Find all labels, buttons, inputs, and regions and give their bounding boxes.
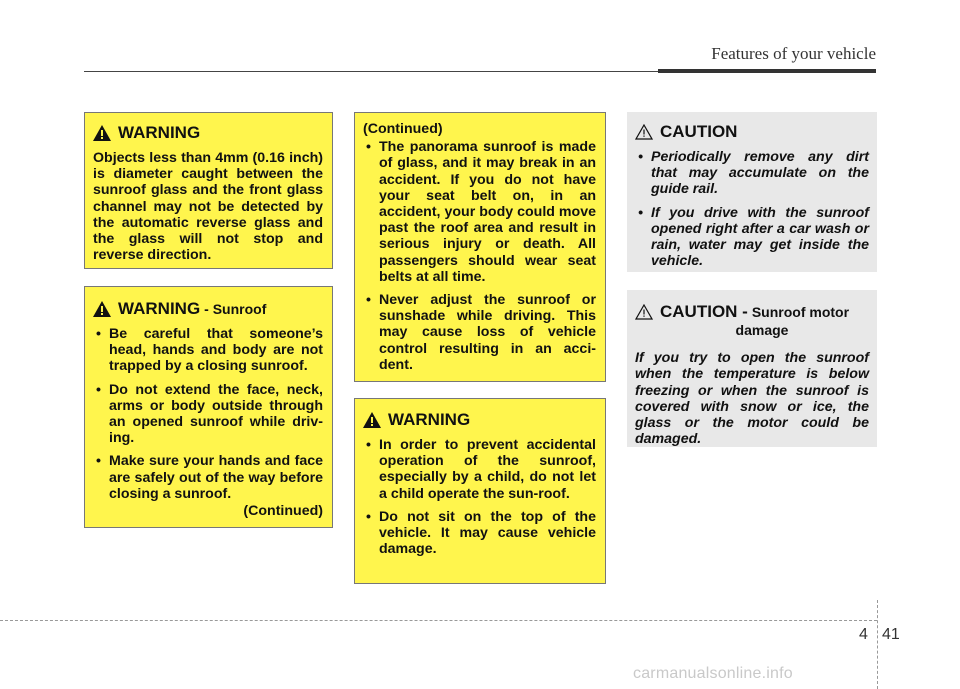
caution-box-dirt	[627, 112, 877, 272]
list-item: • Do not sit on the top of the vehicle. It may cause vehicle damage.	[363, 509, 596, 558]
warning-list	[363, 139, 596, 373]
caution-triangle-icon	[635, 304, 653, 320]
warning-title: WARNING	[118, 299, 201, 318]
warning-heading	[93, 123, 323, 143]
chapter-number: 4	[859, 626, 868, 643]
list-item: • Be careful that someone’s head, hands and body are not trapped by a closing sunroof.	[93, 326, 323, 375]
caution-box-motor	[627, 290, 877, 447]
list-item: • Never adjust the sunroof or sunshade while driving. This may cause loss of vehicle control resulting in an acci-dent.	[363, 292, 596, 373]
caution-subtitle: Sunroof motor	[751, 304, 850, 320]
warning-list	[93, 326, 323, 502]
warning-triangle-icon	[93, 125, 111, 141]
page-header-title: Features of your vehicle	[711, 44, 876, 63]
caution-subtitle-cont: damage	[735, 322, 789, 338]
list-item: • In order to prevent accidental operation of the sunroof, especially by a child, do not let a child operate the sun-roof.	[363, 437, 596, 502]
continued-label: (Continued)	[363, 121, 443, 137]
caution-heading	[635, 122, 869, 142]
warning-heading	[93, 299, 323, 319]
list-item: • Make sure your hands and face are safely out of the way before closing a sunroof.	[93, 453, 323, 502]
warning-triangle-icon	[93, 301, 111, 317]
header-rule-accent	[658, 69, 876, 73]
warning-title: WARNING	[118, 123, 201, 142]
list-item: • Periodically remove any dirt that may accumulate on the guide rail.	[635, 149, 869, 198]
caution-title: CAUTION	[660, 122, 738, 141]
warning-list	[363, 437, 596, 557]
warning-title: WARNING	[388, 410, 471, 429]
warning-box-glass	[84, 112, 333, 269]
list-item: • The panorama sunroof is made of glass, and it may break in an accident. If you do not have your seat belt on, in an accident, your body could move past the roof area and result in serious injury or death. All passengers should wear seat belts at all time.	[363, 139, 596, 285]
caution-title: CAUTION -	[660, 302, 748, 321]
watermark: carmanualsonline.info	[633, 665, 793, 682]
warning-box-sunroof	[84, 286, 333, 528]
warning-subtitle: - Sunroof	[204, 301, 267, 317]
list-item: • If you drive with the sunroof opened right after a car wash or rain, water may get inside the vehicle.	[635, 205, 869, 270]
caution-triangle-icon	[635, 124, 653, 140]
continued-label: (Continued)	[243, 503, 323, 520]
caution-heading	[635, 302, 869, 322]
warning-box-child	[354, 398, 606, 584]
warning-text: Objects less than 4mm (0.16 inch) is diameter caught between the sunroof glass and the front glass channel may not be detected by the automatic reverse glass and the glass will not stop and reverse direction.	[93, 150, 323, 264]
footer-dashed-line	[0, 620, 877, 621]
warning-box-continued	[354, 112, 606, 382]
warning-heading	[363, 410, 596, 430]
caution-list	[635, 149, 869, 269]
footer-dashed-divider	[877, 600, 878, 689]
page-number: 41	[882, 626, 900, 643]
warning-triangle-icon	[363, 412, 381, 428]
list-item: • Do not extend the face, neck, arms or body outside through an opened sunroof while driv-ing.	[93, 382, 323, 447]
caution-text: If you try to open the sunroof when the temperature is below freezing or when the sunroof is covered with snow or ice, the glass or the motor could be damaged.	[635, 350, 869, 448]
